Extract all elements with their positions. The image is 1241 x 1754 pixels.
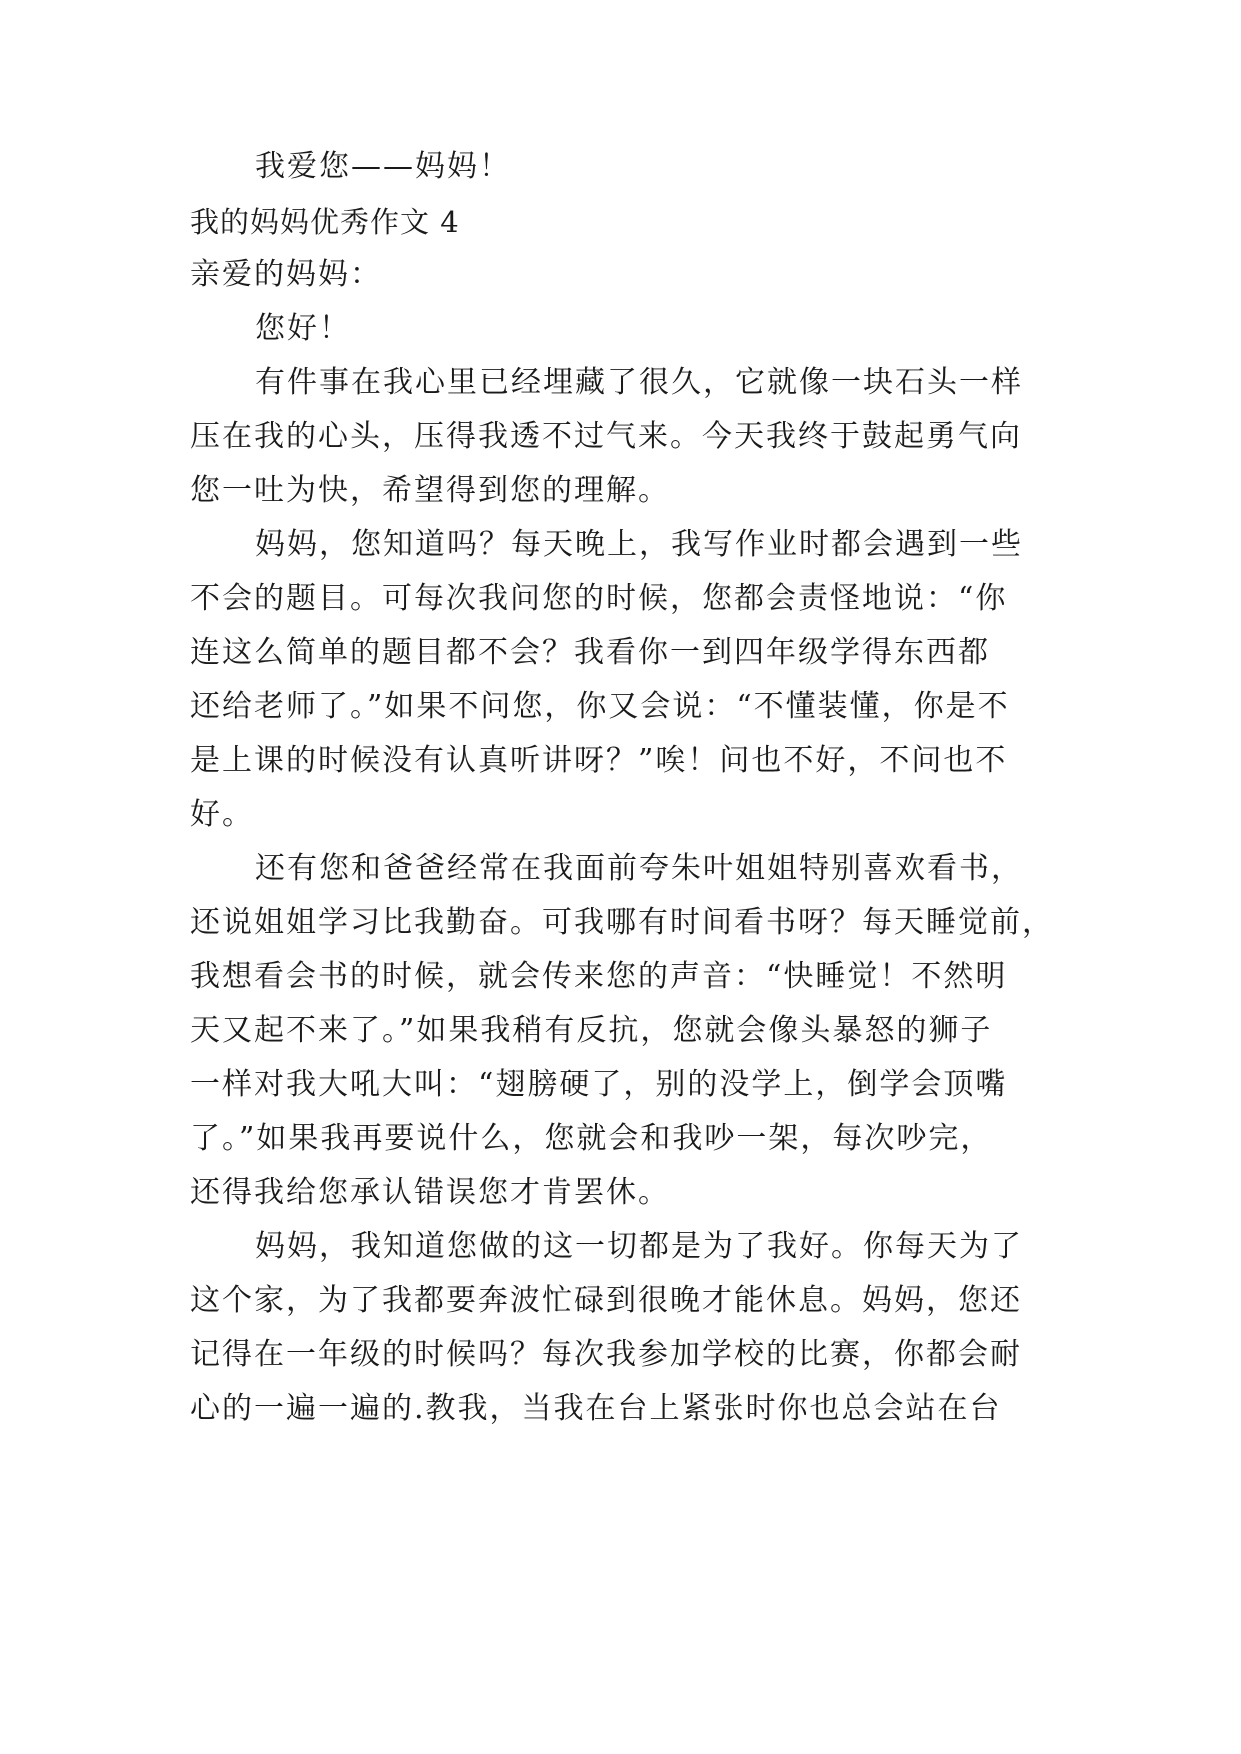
paragraph-3-line-4: 天又起不来了。”如果我稍有反抗，您就会像头暴怒的狮子 — [190, 1013, 993, 1048]
paragraph-1-line-1: 有件事在我心里已经埋藏了很久，它就像一块石头一样 — [255, 365, 1023, 400]
paragraph-2-line-1: 妈妈，您知道吗？每天晚上，我写作业时都会遇到一些 — [255, 527, 1023, 562]
closing-line: 我爱您——妈妈！ — [255, 149, 511, 184]
paragraph-1-line-3: 您一吐为快，希望得到您的理解。 — [190, 473, 670, 508]
paragraph-4-line-1: 妈妈，我知道您做的这一切都是为了我好。你每天为了 — [255, 1229, 1023, 1264]
paragraph-2-line-4: 还给老师了。”如果不问您，你又会说：“不懂装懂，你是不 — [190, 689, 1010, 724]
paragraph-3-line-6: 了。”如果我再要说什么，您就会和我吵一架，每次吵完， — [190, 1121, 993, 1156]
paragraph-2-line-5: 是上课的时候没有认真听讲呀？”唉！问也不好，不问也不 — [190, 743, 1008, 778]
paragraph-4-line-4: 心的一遍一遍的.教我，当我在台上紧张时你也总会站在台 — [190, 1391, 1002, 1426]
paragraph-3-line-5: 一样对我大吼大叫：“翅膀硬了，别的没学上，倒学会顶嘴 — [190, 1067, 1008, 1102]
paragraph-3-line-3: 我想看会书的时候，就会传来您的声音：“快睡觉！不然明 — [190, 959, 1008, 994]
greeting: 您好！ — [255, 311, 351, 346]
paragraph-1-line-2: 压在我的心头，压得我透不过气来。今天我终于鼓起勇气向 — [190, 419, 1022, 454]
paragraph-4-line-2: 这个家，为了我都要奔波忙碌到很晚才能休息。妈妈，您还 — [190, 1283, 1022, 1318]
paragraph-2-line-3: 连这么简单的题目都不会？我看你一到四年级学得东西都 — [190, 635, 990, 670]
salutation: 亲爱的妈妈： — [190, 257, 382, 292]
paragraph-4-line-3: 记得在一年级的时候吗？每次我参加学校的比赛，你都会耐 — [190, 1337, 1022, 1372]
paragraph-3-line-2: 还说姐姐学习比我勤奋。可我哪有时间看书呀？每天睡觉前， — [190, 905, 1054, 940]
paragraph-3-line-7: 还得我给您承认错误您才肯罢休。 — [190, 1175, 670, 1210]
paragraph-3-line-1: 还有您和爸爸经常在我面前夸朱叶姐姐特别喜欢看书， — [255, 851, 1023, 886]
paragraph-2-line-6: 好。 — [190, 797, 254, 832]
essay-title: 我的妈妈优秀作文 4 — [190, 205, 460, 239]
paragraph-2-line-2: 不会的题目。可每次我问您的时候，您都会责怪地说：“你 — [190, 581, 1008, 616]
